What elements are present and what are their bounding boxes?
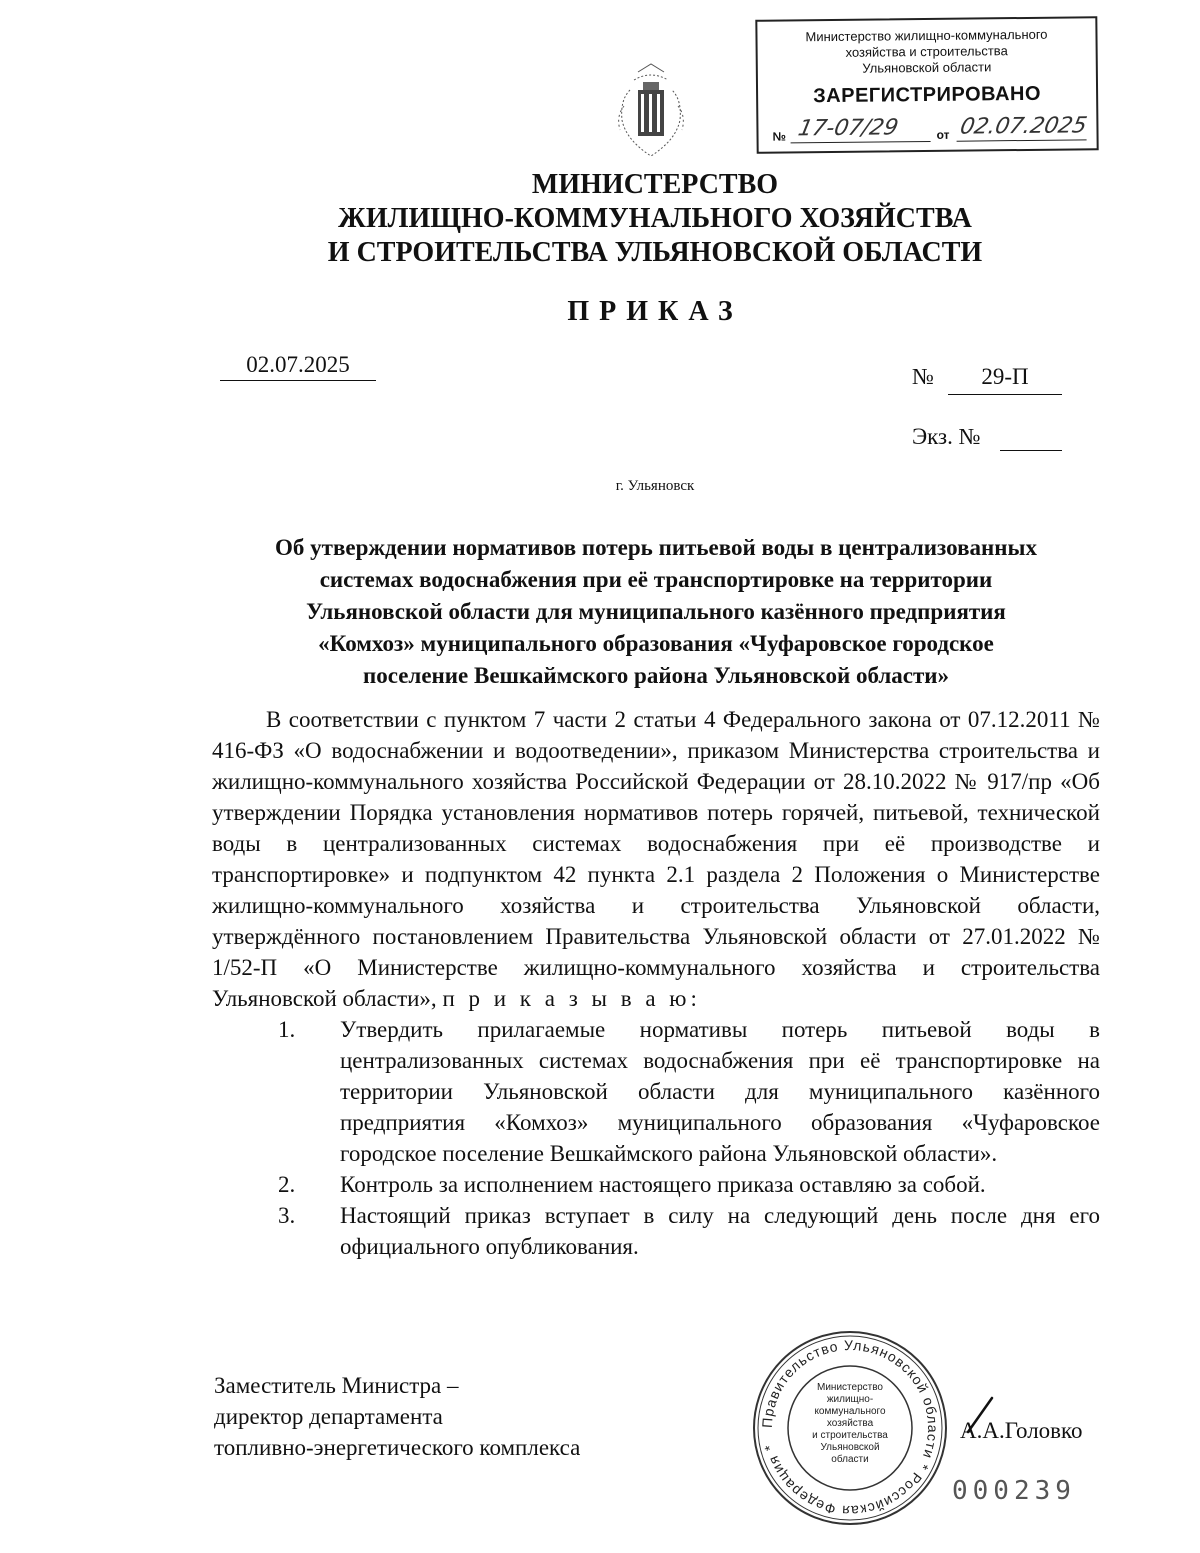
seal-inner-line5: Ульяновской xyxy=(820,1442,880,1453)
seal-ring-text: Правительство Ульяновской области * Российская Федерация * xyxy=(758,1336,942,1520)
order-preamble-text: В соответствии с пунктом 7 части 2 статьи 4 Федерального закона от 07.12.2011 № 416-ФЗ «О водоснабжении и водоотведении», приказом Министерства строительства и жилищно-коммунального хозяйства Российской Федерации от 28.10.2022 № 917/пр «Об утверждении Порядка установления нормативов потерь горячей, питьевой, технической воды в централизованных системах водоснабжения при её производстве и транспортировке» и подпунктом 42 пункта 2.1 раздела 2 Положения о Министерстве жилищно-коммунального хозяйства и строительства Ульяновской области, утверждённого постановлением Правительства Ульяновской области от 27.01.2022 № 1/52-П «О Министерстве жилищно-коммунального хозяйства и строительства Ульяновской области», xyxy=(212,707,1100,1011)
seal-inner-line6: области xyxy=(831,1454,869,1465)
order-date: 02.07.2025 xyxy=(220,352,376,381)
order-item-text: Настоящий приказ вступает в силу на следующий день после дня его официального опубликования. xyxy=(340,1203,1100,1259)
order-subject-line4: «Комхоз» муниципального образования «Чуфаровское городское xyxy=(318,631,994,656)
registration-stamp-line2: хозяйства и строительства xyxy=(845,43,1008,60)
order-number: 29-П xyxy=(948,364,1062,395)
seal-inner-line2: жилищно-коммунального xyxy=(814,1394,886,1417)
order-subject-line5: поселение Вешкаймского района Ульяновской области» xyxy=(362,663,950,688)
order-preamble xyxy=(212,704,1100,1014)
registration-number-value: 17-07/29 xyxy=(795,115,901,142)
order-number-label: № xyxy=(912,364,934,389)
coat-of-arms-icon xyxy=(610,60,692,162)
order-item-number: 3. xyxy=(278,1203,296,1228)
copy-number-label: Экз. № xyxy=(912,424,981,449)
seal-inner-line1: Министерство xyxy=(817,1382,883,1393)
registration-stamp-line1: Министерство жилищно-коммунального xyxy=(805,26,1048,45)
ministry-heading xyxy=(0,168,1200,270)
ministry-heading-line1: МИНИСТЕРСТВО xyxy=(531,169,779,200)
registration-number-underline xyxy=(791,141,931,143)
seal-inner-text xyxy=(800,1382,900,1466)
signer-position xyxy=(214,1370,580,1463)
order-subject-line2: системах водоснабжения при её транспортировке на территории xyxy=(319,567,993,592)
registration-stamp-line3: Ульяновской области xyxy=(862,59,992,76)
copy-number-blank xyxy=(1000,450,1062,451)
order-item-text: Контроль за исполнением настоящего приказа оставляю за собой. xyxy=(340,1172,986,1197)
order-item xyxy=(212,1014,1100,1169)
order-item-number: 2. xyxy=(278,1172,296,1197)
registration-stamp-title: ЗАРЕГИСТРИРОВАНО xyxy=(813,82,1042,108)
order-body xyxy=(212,704,1100,1262)
order-item-number: 1. xyxy=(278,1017,296,1042)
order-title: ПРИКАЗ xyxy=(567,296,743,327)
official-seal xyxy=(750,1328,950,1528)
order-item-text: Утвердить прилагаемые нормативы потерь питьевой воды в централизованных системах водоснабжения при её транспортировке на территории Ульяновской области для муниципального казённого предприятия «Комхоз» муниципального образования «Чуфаровское городское поселение Вешкаймского района Ульяновской области». xyxy=(340,1017,1100,1166)
order-subject xyxy=(212,532,1100,692)
orders-word: п р и к а з ы в а ю: xyxy=(442,986,701,1011)
registration-stamp xyxy=(755,16,1098,154)
order-subject-line1: Об утверждении нормативов потерь питьевой воды в централизованных xyxy=(275,535,1037,560)
registration-date-label: от xyxy=(936,127,950,142)
registration-date-underline xyxy=(957,139,1087,141)
order-subject-line3: Ульяновской области для муниципального казённого предприятия xyxy=(306,599,1006,624)
city: г. Ульяновск xyxy=(615,478,695,494)
signer-name: А.А.Головко xyxy=(960,1418,1083,1443)
seal-inner-line3: хозяйства xyxy=(826,1418,874,1429)
registration-number-label: № xyxy=(772,129,786,144)
signer-position-line1: Заместитель Министра – xyxy=(214,1373,459,1398)
ministry-heading-line2: ЖИЛИЩНО-КОММУНАЛЬНОГО ХОЗЯЙСТВА xyxy=(338,203,972,234)
order-item xyxy=(212,1169,1100,1200)
seal-inner-line4: и строительства xyxy=(812,1430,888,1441)
document-serial-number: 000239 xyxy=(952,1476,1076,1506)
registration-date-value: 02.07.2025 xyxy=(957,113,1089,140)
registration-number-row xyxy=(768,114,1090,147)
ministry-heading-line3: И СТРОИТЕЛЬСТВА УЛЬЯНОВСКОЙ ОБЛАСТИ xyxy=(327,237,983,268)
signer-position-line2: директор департамента xyxy=(214,1404,443,1429)
order-item xyxy=(212,1200,1100,1262)
signer-position-line3: топливно-энергетического комплекса xyxy=(214,1435,581,1460)
